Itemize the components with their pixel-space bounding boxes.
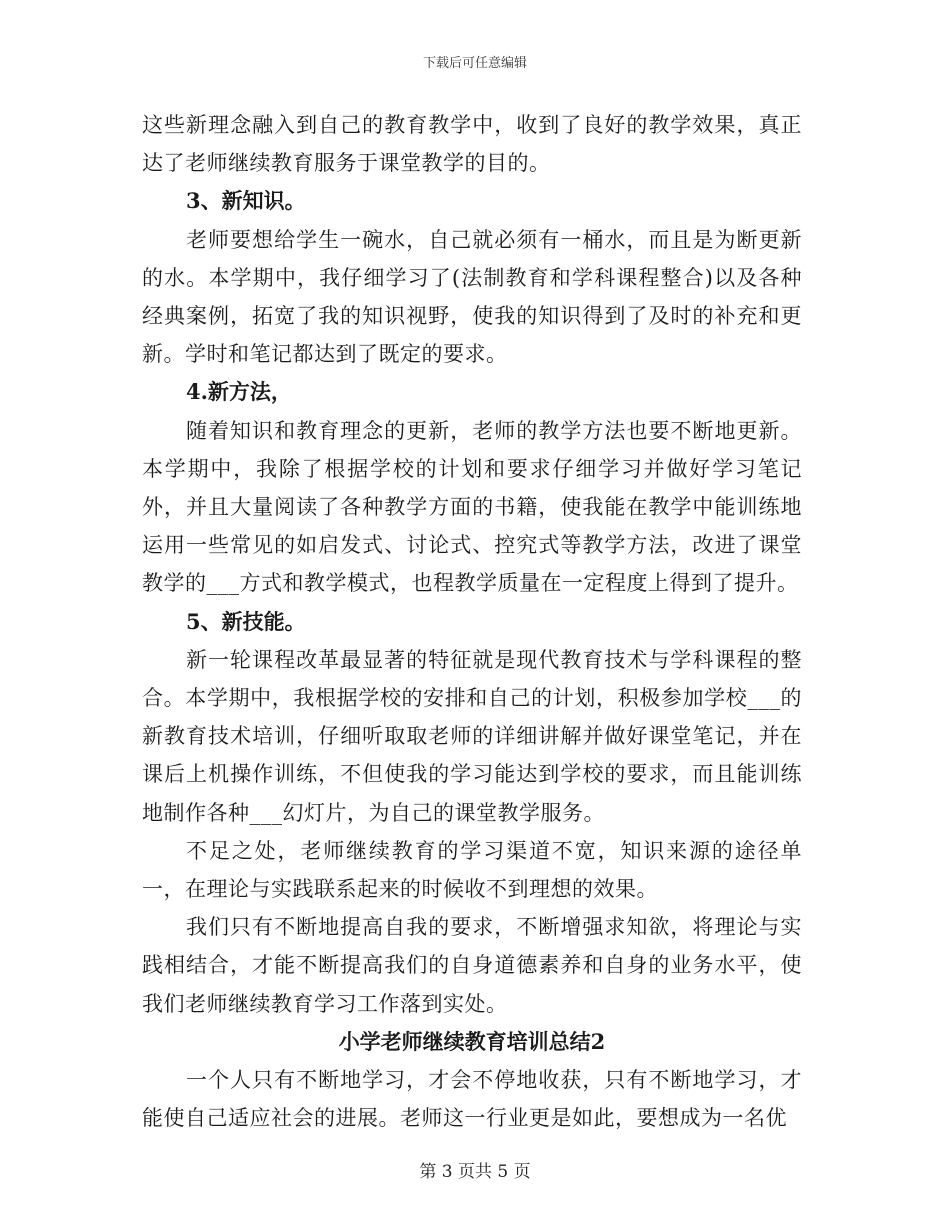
document-body — [142, 106, 802, 1137]
page-header: 下载后可任意编辑 — [422, 56, 527, 71]
paragraph-new-methods: 随着知识和教育理念的更新，老师的教学方法也要不断地更新。本学期中，我除了根据学校的计划和要求仔细学习并做好学习笔记外，并且大量阅读了各种教学方面的书籍，使我能在教学中能训练地运用一些常见的如启发式、讨论式、控究式等教学方法，改进了课堂教学的___方式和教学模式，也程教学质量在一定程度上得到了提升。 — [142, 418, 802, 596]
page-number: 第 3 页共 5 页 — [419, 1162, 531, 1182]
section-heading-new-knowledge: 3、新知识。 — [186, 188, 306, 214]
paragraph-conclusion: 我们只有不断地提高自我的要求，不断增强求知欲，将理论与实践相结合，才能不断提高我们的自身道德素养和自身的业务水平，使我们老师继续教育学习工作落到实处。 — [142, 915, 802, 1016]
paragraph-new-skills: 新一轮课程改革最显著的特征就是现代教育技术与学科课程的整合。本学期中，我根据学校的安排和自己的计划，积极参加学校___的新教育技术培训，仔细听取取老师的详细讲解并做好课堂笔记，并在课后上机操作训练，不但使我的学习能达到学校的要求，而且能训练地制作各种___幻灯片，为自己的课堂教学服务。 — [142, 647, 802, 825]
section-heading-new-methods: 4.新方法， — [186, 379, 292, 405]
section-heading-new-skills: 5、新技能。 — [186, 608, 306, 634]
paragraph-shortcomings: 不足之处，老师继续教育的学习渠道不宽，知识来源的途径单一，在理论与实践联系起来的时候收不到理想的效果。 — [142, 838, 802, 902]
paragraph-intro: 一个人只有不断地学习，才会不停地收获，只有不断地学习，才能使自己适应社会的进展。老师这一行业更是如此，要想成为一名优 — [142, 1068, 802, 1131]
paragraph-continuation: 这些新理念融入到自己的教育教学中，收到了良好的教学效果，真正达了老师继续教育服务于课堂教学的目的。 — [142, 113, 802, 176]
article-title: 小学老师继续教育培训总结2 — [338, 1028, 606, 1054]
paragraph-new-knowledge: 老师要想给学生一碗水，自己就必须有一桶水，而且是为断更新的水。本学期中，我仔细学习了(法制教育和学科课程整合)以及各种经典案例，拓宽了我的知识视野，使我的知识得到了及时的补充和更新。学时和笔记都达到了既定的要求。 — [142, 227, 802, 367]
